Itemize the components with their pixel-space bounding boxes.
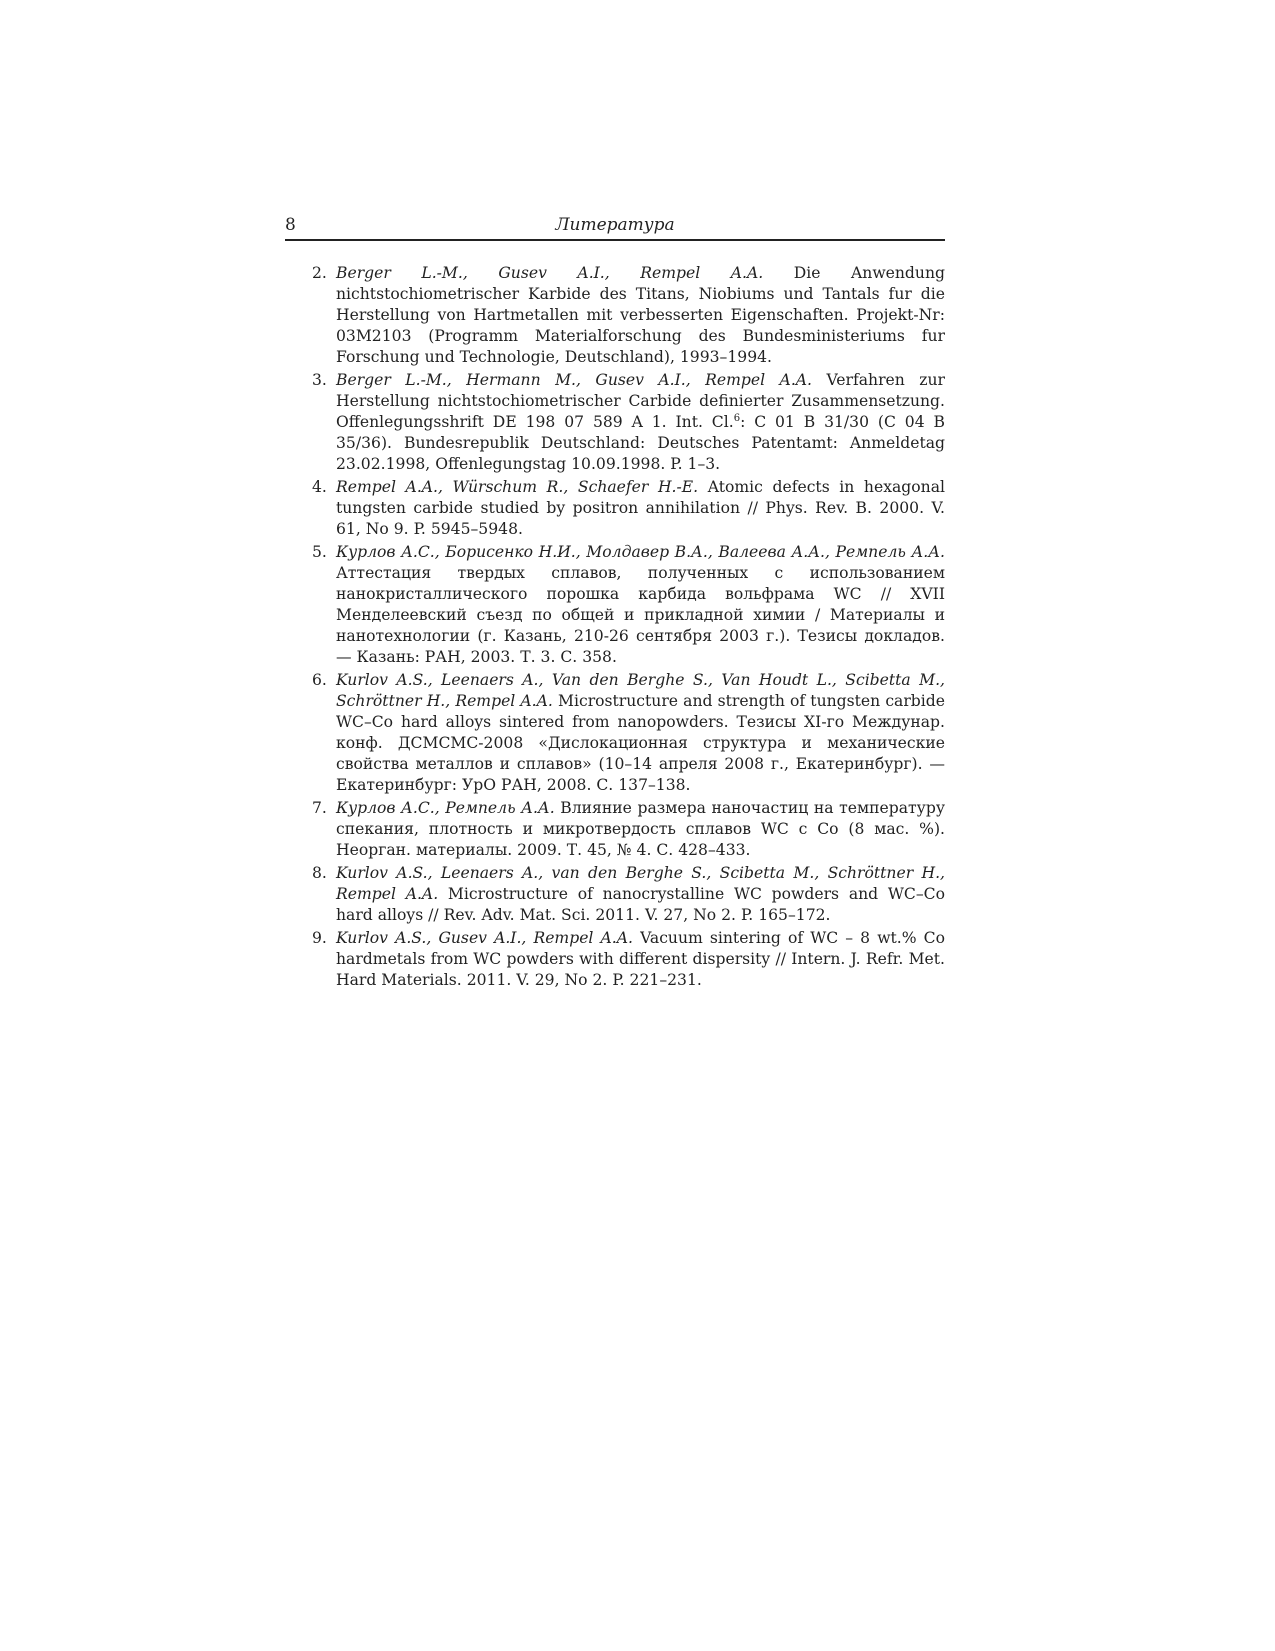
reference-item (285, 370, 945, 475)
reference-authors: Курлов А.С., Борисенко Н.И., Молдавер В.А., Валеева А.А., Ремпель А.А. (336, 543, 945, 561)
reference-superscript: 6 (733, 412, 741, 424)
reference-item (285, 928, 945, 991)
page-number: 8 (285, 215, 296, 235)
reference-authors: Rempel A.A., Würschum R., Schaefer H.-E. (336, 478, 699, 496)
reference-text: Microstructure of nanocrystalline WC powders and WC–Co hard alloys // Rev. Adv. Mat. Sci. 2011. V. 27, No 2. P. 165–172. (336, 885, 945, 924)
running-head (285, 215, 945, 241)
reference-item (285, 670, 945, 796)
reference-text: Vacuum sintering of WC – 8 wt.% Co hardmetals from WC powders with different dispersity // Intern. J. Refr. Met. Hard Materials. 2011. V. 29, No 2. P. 221–231. (336, 929, 945, 989)
reference-authors: Berger L.-M., Gusev A.I., Rempel A.A. (336, 264, 764, 282)
book-page (285, 215, 945, 993)
reference-number: 9. (312, 929, 327, 947)
reference-number: 4. (312, 478, 327, 496)
reference-item (285, 263, 945, 368)
reference-item (285, 477, 945, 540)
reference-number: 5. (312, 543, 327, 561)
reference-number: 2. (312, 264, 327, 282)
section-title: Литература (555, 215, 675, 235)
reference-number: 7. (312, 799, 327, 817)
reference-text: Влияние размера наночастиц на температуру спекания, плотность и микротвердость сплавов WC с Co (8 мас. %). Неорган. материалы. 2009. Т. 45, № 4. С. 428–433. (336, 799, 945, 859)
reference-item (285, 798, 945, 861)
reference-text: Аттестация твердых сплавов, полученных с использованием нанокристаллического порошка карбида вольфрама WC // XVII Менделеевский съезд по общей и прикладной химии / Материалы и нанотехнологии (г. Казань, 210-26 сентября 2003 г.). Тезисы докладов. — Казань: РАН, 2003. Т. 3. С. 358. (336, 564, 945, 666)
reference-authors: Kurlov A.S., Leenaers A., Van den Berghe S., Van Houdt L., Scibetta M., Schröttner H., Rempel A.A. (336, 671, 945, 710)
reference-authors: Berger L.-M., Hermann M., Gusev A.I., Rempel A.A. (336, 371, 812, 389)
reference-number: 8. (312, 864, 327, 882)
reference-list (285, 263, 945, 991)
reference-text: Microstructure and strength of tungsten carbide WC–Co hard alloys sintered from nanopowders. Тезисы XI-го Междунар. конф. ДСМСМС-2008 «Дислокационная структура и механические свойства металлов и сплавов» (10–14 апреля 2008 г., Екатеринбург). — Екатеринбург: УрО РАН, 2008. С. 137–138. (336, 692, 945, 794)
reference-authors: Kurlov A.S., Leenaers A., van den Berghe S., Scibetta M., Schröttner H., Rempel A.A. (336, 864, 945, 903)
reference-number: 6. (312, 671, 327, 689)
reference-text: Die Anwendung nichtstochiometrischer Karbide des Titans, Niobiums und Tantals fur die Herstellung von Hartmetallen mit verbesserten Eigenschaften. Projekt-Nr: 03M2103 (Programm Materialforschung des Bundesministeriums fur Forschung und Technologie, Deutschland), 1993–1994. (336, 264, 945, 366)
reference-authors: Kurlov A.S., Gusev A.I., Rempel A.A. (336, 929, 633, 947)
reference-text: Atomic defects in hexagonal tungsten carbide studied by positron annihilation // Phys. Rev. B. 2000. V. 61, No 9. P. 5945–5948. (336, 478, 945, 538)
reference-text: Verfahren zur Herstellung nichtstochiometrischer Carbide definierter Zusammensetzung. Offenlegungsshrift DE 198 07 589 A 1. Int. Cl. (336, 371, 945, 431)
reference-authors: Курлов А.С., Ремпель А.А. (336, 799, 555, 817)
reference-number: 3. (312, 371, 327, 389)
reference-text-continued: : C 01 B 31/30 (C 04 B 35/36). Bundesrepublik Deutschland: Deutsches Patentamt: Anmeldetag 23.02.1998, Offenlegungstag 10.09.1998. P. 1–3. (336, 413, 945, 473)
reference-item (285, 863, 945, 926)
reference-item (285, 542, 945, 668)
